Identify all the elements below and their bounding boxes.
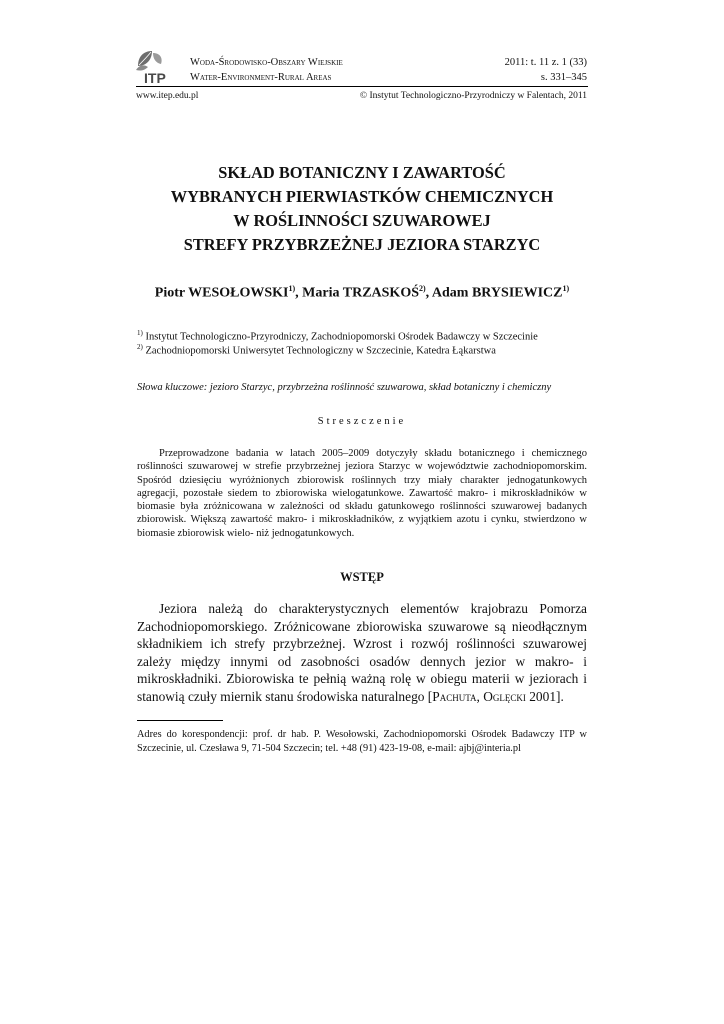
header-rule bbox=[136, 86, 588, 87]
footnote-rule bbox=[137, 720, 223, 721]
journal-title-en: Water-Environment-Rural Areas bbox=[190, 72, 332, 83]
author-sup: 1) bbox=[562, 284, 570, 293]
author-first: Adam bbox=[431, 285, 469, 301]
logo-text: ITP bbox=[144, 70, 166, 84]
intro-text: Jeziora należą do charakterystycznych elementów krajobrazu Pomorza Zachodniopomorskiego. Zróżnicowane zbiorowiska szuwarowe są nieodłącznym składnikiem ich strefy przybrzeżnej. Wzrost i rozwój roślinności szuwarowej zależy między innymi od zasobności osadów dennych jezior w makro- i mikroskładniki. Zbiorowiska te pełnią ważną rolę w obiegu materii w jeziorach i stanowią czuły miernik stanu środowiska naturalnego [ bbox=[137, 601, 587, 704]
author-list: Piotr WESOŁOWSKI$^{1)}$, Maria TRZASKOŚ$^{2)}$, Adam BRYSIEWICZ$^{1)}$ bbox=[154, 284, 570, 301]
citation-author: Pachuta bbox=[432, 688, 477, 704]
keywords-label: Słowa kluczowe: bbox=[137, 382, 208, 393]
affiliation bbox=[137, 340, 597, 359]
author-first: Maria bbox=[302, 285, 340, 301]
copyright-notice: © Instytut Technologiczno-Przyrodniczy w Falentach, 2011 bbox=[359, 91, 587, 101]
affiliation-text: Zachodniopomorski Uniwersytet Technologiczny w Szczecinie, Katedra Łąkarstwa bbox=[145, 345, 496, 357]
intro-end: ]. bbox=[556, 688, 564, 704]
title-line: W ROŚLINNOŚCI SZUWAROWEJ bbox=[233, 211, 491, 230]
page-range: s. 331–345 bbox=[540, 72, 587, 83]
correspondence-footnote: Adres do korespondencji: prof. dr hab. P. Wesołowski, Zachodniopomorski Ośrodek Badawczy ITP w Szczecinie, ul. Czesława 9, 71-504 Szczecin; tel. +48 (91) 423-19-08, e-mail: ajbj@interia.pl bbox=[137, 729, 587, 754]
keywords-text: jezioro Starzyc, przybrzeżna roślinność szuwarowa, skład botaniczny i chemiczny bbox=[209, 382, 552, 393]
author-sup: 1) bbox=[288, 284, 296, 293]
abstract bbox=[137, 447, 587, 540]
author-last: BRYSIEWICZ bbox=[471, 285, 563, 301]
author-sup: 2) bbox=[419, 284, 426, 293]
intro-paragraph: Jeziora należą do charakterystycznych elementów krajobrazu Pomorza Zachodniopomorskiego. Zróżnicowane zbiorowiska szuwarowe są nieodłącznym składnikiem ich strefy przybrzeżnej. Wzrost i rozwój roślinności szuwarowej zależy między innymi od zasobności osadów dennych jezior w makro- i mikroskładniki. Zbiorowiska te pełnią ważną rolę w obiegu materii w jeziorach i stanowią czuły miernik stanu środowiska naturalnego [Pachuta, Oglęcki 2001]. bbox=[137, 601, 587, 704]
section-heading: WSTĘP bbox=[340, 570, 384, 584]
website-link[interactable]: www.itep.edu.pl bbox=[136, 91, 199, 101]
abstract-text: Przeprowadzone badania w latach 2005–2009 dotyczyły składu botanicznego i chemicznego roślinności szuwarowej w strefie przybrzeżnej jeziora Starzyc w województwie zachodniopomorskim. Spośród dziesięciu wyróżnionych zbiorowisk roślinnych trzy miały charakter jednogatunkowych agregacji, pozostałe siedem to zbiorowiska wielogatunkowe. Zawartość makro- i mikroskładników w biomasie była zróżnicowana w zależności od składu gatunkowego roślinności szuwarowej badanych zbiorowisk. Większą zawartość makro- i mikroskładników, z wyjątkiem azotu i cynku, stwierdzono w biomasie zbiorowisk wielo- niż jednogatunkowych. bbox=[137, 448, 587, 539]
author-last: TRZASKOŚ bbox=[342, 285, 419, 301]
affiliation-sup: 1) bbox=[137, 329, 143, 337]
keywords bbox=[137, 382, 597, 393]
affiliation-text: Instytut Technologiczno-Przyrodniczy, Zachodniopomorski Ośrodek Badawczy w Szczecinie bbox=[145, 331, 538, 343]
abstract-heading: Streszczenie bbox=[317, 416, 407, 427]
title-line: STREFY PRZYBRZEŻNEJ JEZIORA STARZYC bbox=[183, 235, 541, 254]
title-line: SKŁAD BOTANICZNY I ZAWARTOŚĆ bbox=[218, 163, 506, 182]
author-last: WESOŁOWSKI bbox=[188, 285, 289, 301]
paper-title bbox=[100, 161, 624, 257]
citation-year: 2001 bbox=[529, 688, 557, 704]
volume-info: 2011: t. 11 z. 1 (33) bbox=[504, 57, 587, 68]
title-line: WYBRANYCH PIERWIASTKÓW CHEMICZNYCH bbox=[170, 187, 554, 206]
affiliation-sup: 2) bbox=[137, 343, 143, 351]
journal-title-pl: Woda-Środowisko-Obszary Wiejskie bbox=[190, 57, 343, 68]
itp-logo bbox=[136, 50, 182, 84]
author-first: Piotr bbox=[154, 285, 185, 301]
citation-author: Oglęcki bbox=[483, 688, 526, 704]
